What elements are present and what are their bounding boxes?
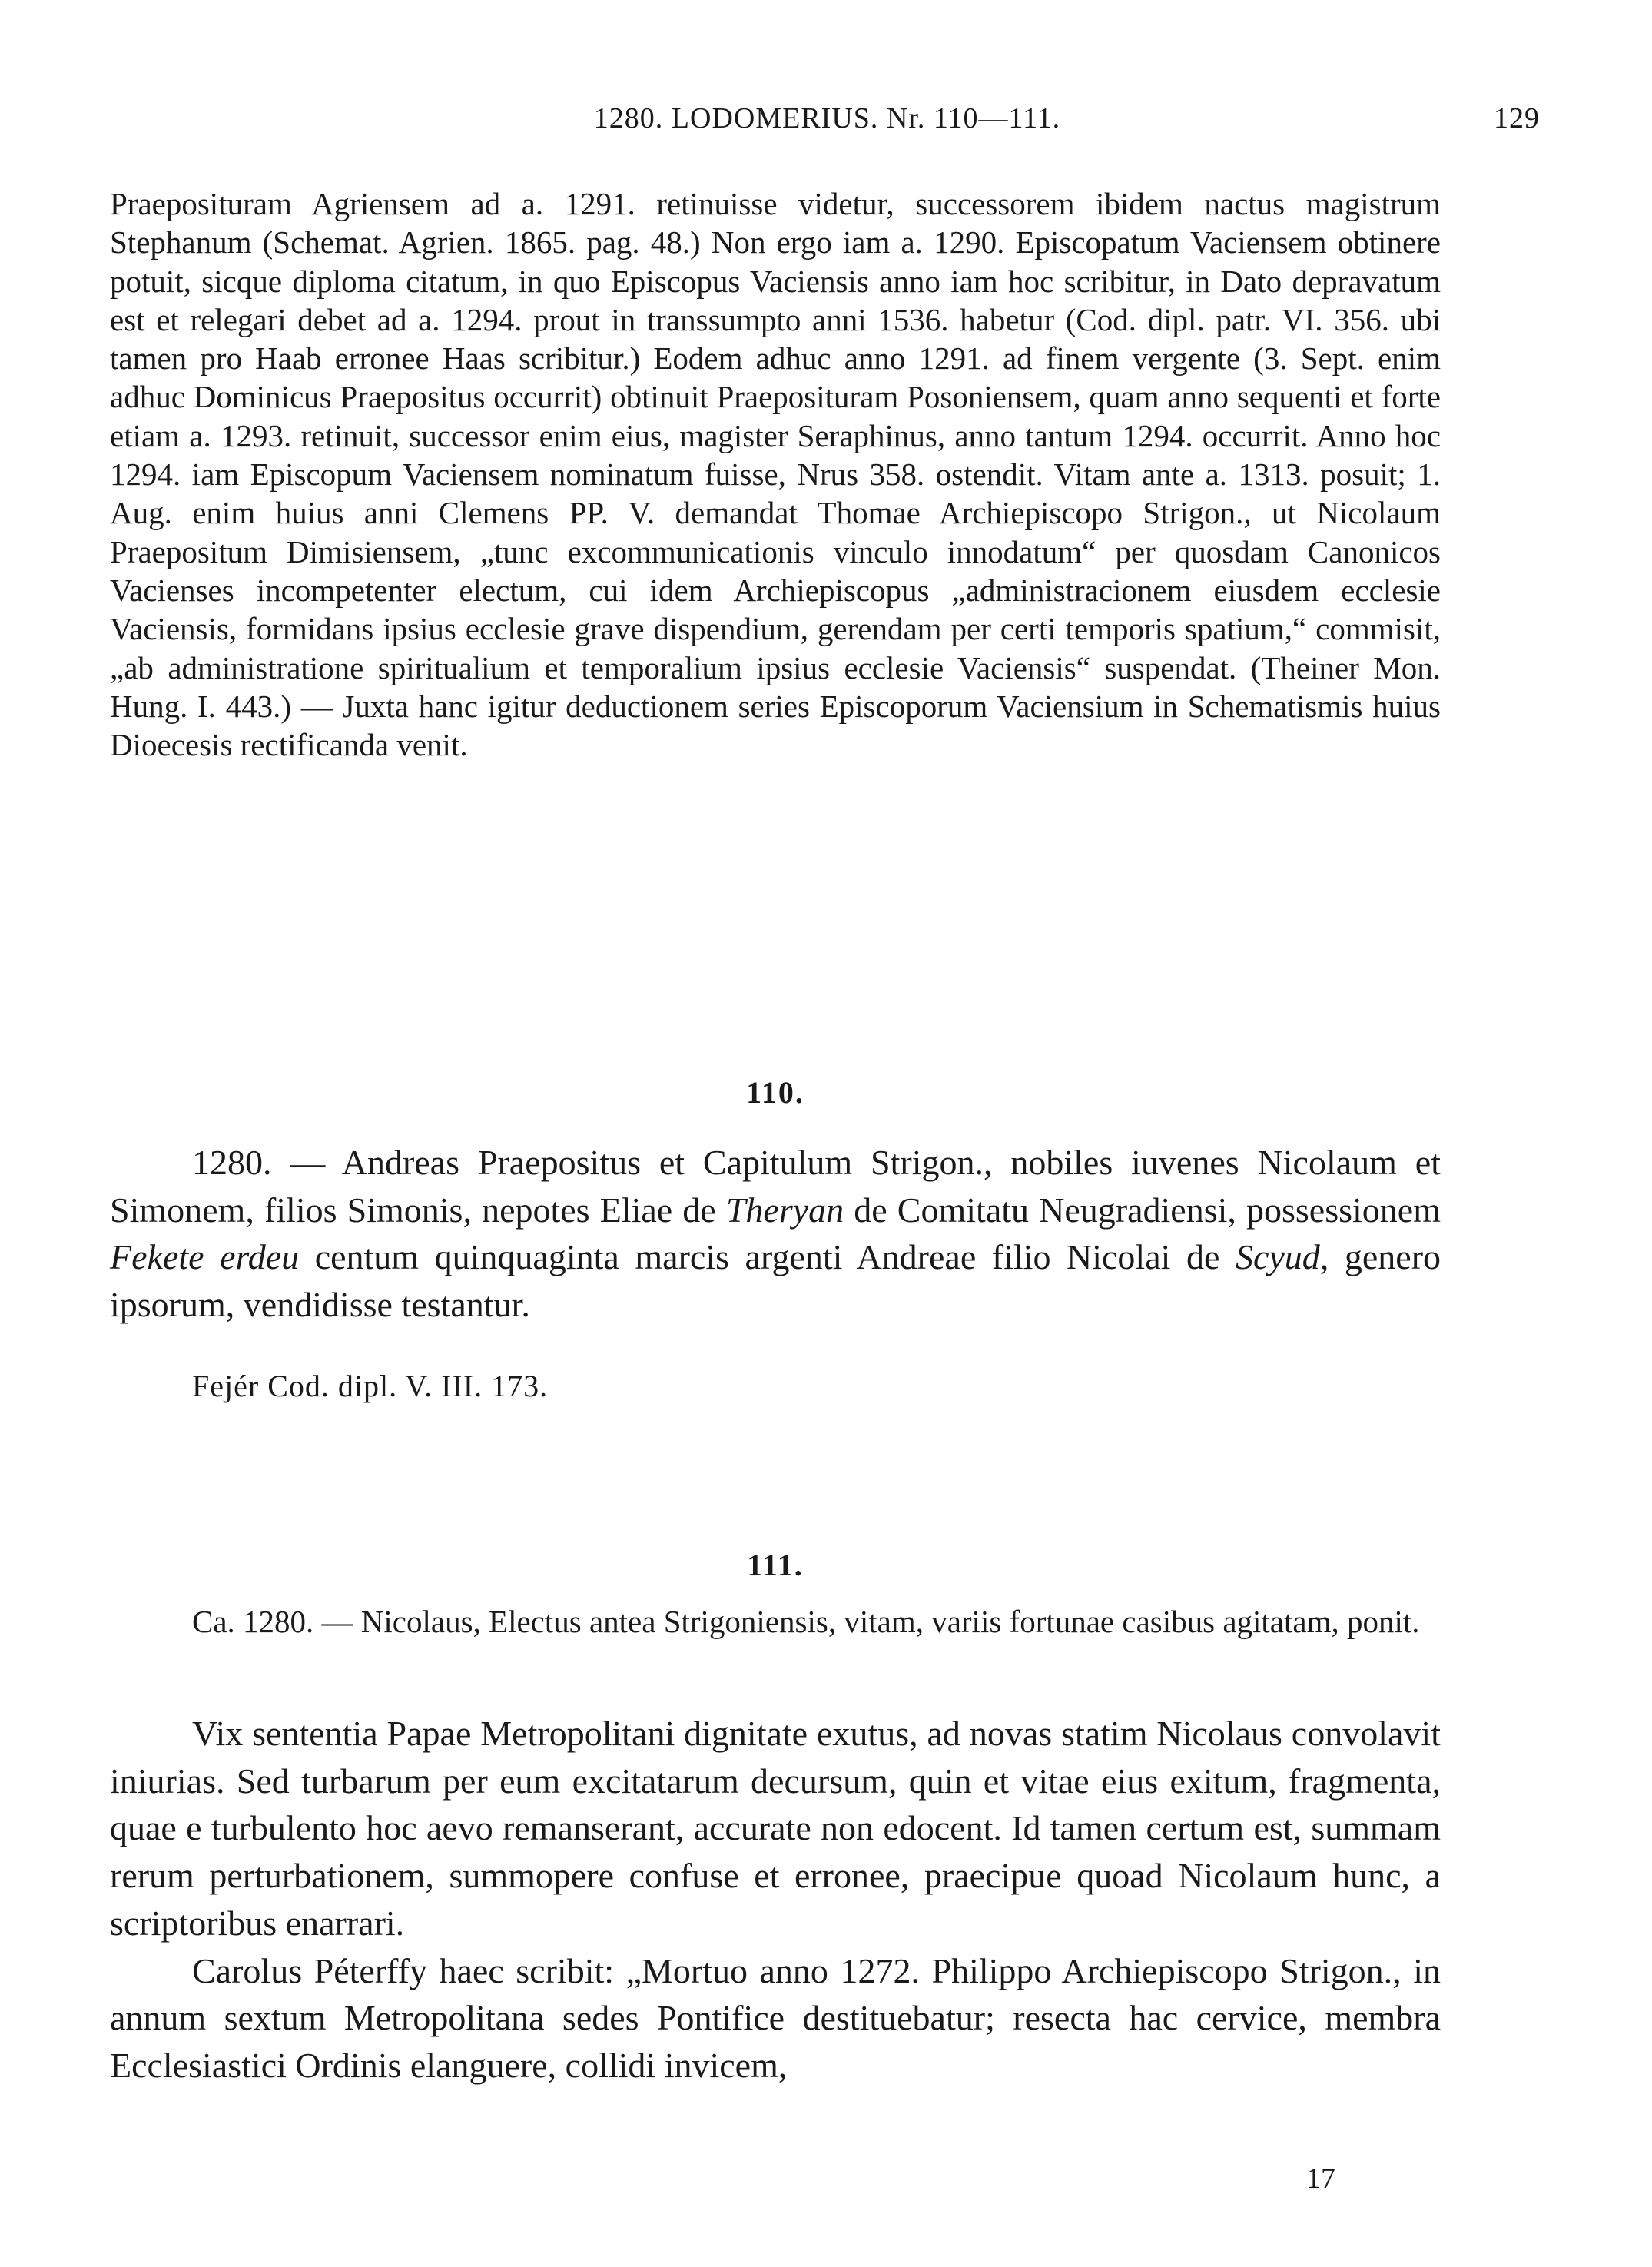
page-number: 129 — [1494, 102, 1540, 134]
signature-mark: 17 — [1306, 2162, 1335, 2195]
entry-110-summary-b: de Comitatu Neugradiensi, possessionem — [844, 1190, 1441, 1230]
entry-110-summary — [110, 1139, 1441, 1329]
running-header — [110, 101, 1544, 148]
entry-110-source: Fejér Cod. dipl. V. III. 173. — [192, 1369, 549, 1403]
entry-110-number: 110. — [746, 1075, 804, 1110]
entry-111-paragraph-1: Vix sententia Papae Metropolitani dignitate exutus, ad novas statim Nicolaus convolavit iniurias. Sed turbarum per eum excitatarum decursum, quin et vitae eius exitum, fragmenta, quae e turbulento hoc aevo remanserant, accurate non edocent. Id tamen certum est, summam rerum perturbationem, summopere confuse et erronee, praecipue quoad Nicolaum hunc, a scriptoribus enarrari. — [110, 1714, 1441, 1943]
place-scyud: Scyud — [1235, 1237, 1320, 1277]
place-theryan: Theryan — [725, 1190, 844, 1230]
running-title: 1280. LODOMERIUS. Nr. 110—111. — [593, 102, 1061, 134]
continuation-text: Praeposituram Agriensem ad a. 1291. retinuisse videtur, successorem ibidem nactus magistrum Stephanum (Schemat. Agrien. 1865. pag. 48.) Non ergo iam a. 1290. Episcopatum Vaciensem obtinere potuit, sicque diploma citatum, in quo Episcopus Vaciensis anno iam hoc scribitur, in Dato depravatum est et relegari debet ad a. 1294. prout in transsumpto anni 1536. habetur (Cod. dipl. patr. VI. 356. ubi tamen pro Haab erronee Haas scribitur.) Eodem adhuc anno 1291. ad finem vergente (3. Sept. enim adhuc Dominicus Praepositus occurrit) obtinuit Praeposituram Posoniensem, quam anno sequenti et forte etiam a. 1293. retinuit, successor enim eius, magister Seraphinus, anno tantum 1294. occurrit. Anno hoc 1294. iam Episcopum Vaciensem nominatum fuisse, Nrus 358. ostendit. Vitam ante a. 1313. posuit; 1. Aug. enim huius anni Clemens PP. V. demandat Thomae Archiepiscopo Strigon., ut Nicolaum Praepositum Dimisiensem, „tunc excommunicationis vinculo innodatum“ per quosdam Canonicos Vacienses incompetenter electum, cui idem Archiepiscopus „administracionem eiusdem ecclesie Vaciensis, formidans ipsius ecclesie grave dispendium, gerendam per certi temporis spatium,“ commisit, „ab administratione spiritualium et temporalium ipsius ecclesie Vaciensis“ suspendat. (Theiner Mon. Hung. I. 443.) — Juxta hanc igitur deductionem series Episcoporum Vaciensium in Schematismis huius Dioecesis rectificanda venit. — [110, 186, 1441, 763]
place-fekete-erdeu: Fekete erdeu — [110, 1237, 300, 1277]
entry-111-body — [110, 1710, 1441, 2089]
entry-110-summary-a: 1280. — Andreas Praepositus et Capitulum Strigon., nobiles iuvenes Nicolaum et Simonem, filios Simonis, nepotes Eliae de — [110, 1143, 1441, 1230]
continuation-paragraph — [110, 184, 1441, 764]
entry-110-summary-text — [110, 1139, 1441, 1329]
entry-111-paragraph-2: Carolus Péterffy haec scribit: „Mortuo anno 1272. Philippo Archiepiscopo Strigon., in annum sextum Metropolitana sedes Pontifice destituebatur; resecta hac cervice, membra Ecclesiastici Ordinis elanguere, collidi invicem, — [110, 1950, 1441, 2085]
entry-111-summary-text: Ca. 1280. — Nicolaus, Electus antea Strigoniensis, vitam, variis fortunae casibus agitatam, ponit. — [192, 1604, 1420, 1639]
entry-111-number: 111. — [747, 1548, 804, 1582]
entry-110-summary-d: , genero ipsorum, vendidisse testantur. — [110, 1237, 1441, 1325]
entry-111-summary — [110, 1602, 1441, 1641]
entry-110-summary-c: centum quinquaginta marcis argenti Andreae filio Nicolai de — [299, 1237, 1236, 1277]
